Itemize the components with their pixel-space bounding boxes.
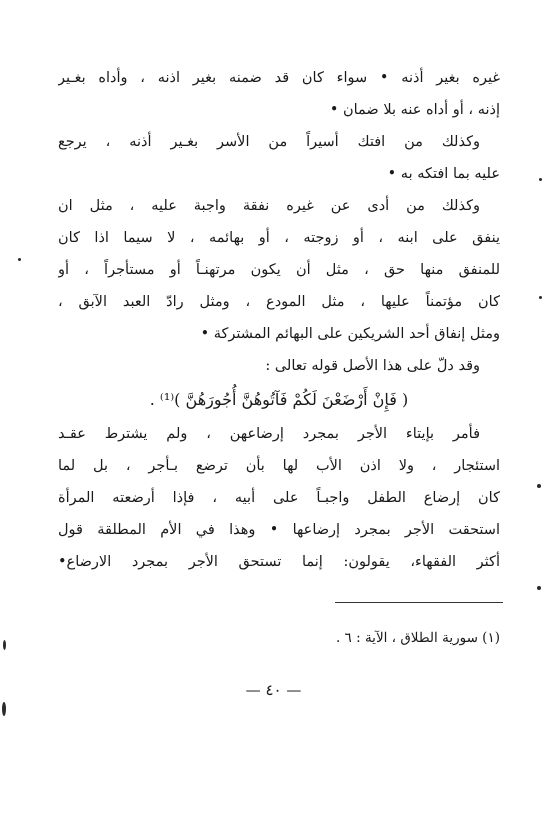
body-line-5: وكذلك من أدى عن غيره نفقة واجبة عليه ، مثل ان: [58, 198, 480, 214]
scan-speck: [3, 640, 6, 650]
body-line-6: ينفق على ابنه ، أو زوجته ، أو بهائمه ، لا سيما اذا كان: [58, 230, 500, 246]
body-line-12: استئجار ، ولا اذن الأب لها بأن ترضع بـأجر ، بل لما: [58, 458, 500, 474]
body-line-9: ومثل إنفاق أحد الشريكين على البهائم المشتركة •: [200, 326, 500, 342]
body-line-15: أكثر الفقهاء، يقولون: إنما تستحق الأجر بمجرد الارضاع•: [58, 554, 500, 570]
footnote: (١) سورية الطلاق ، الآية : ٦ .: [335, 630, 500, 646]
footnote-separator: [335, 602, 503, 603]
scan-speck: [18, 258, 21, 261]
body-line-10: وقد دلّ على هذا الأصل قوله تعالى :: [265, 358, 480, 374]
body-line-1: غيره بغير أذنه • سواء كان قد ضمنه بغير اذنه ، وأداه بغـير: [58, 70, 500, 86]
page-body: [58, 62, 500, 578]
scan-speck: [537, 484, 541, 488]
body-line-14: استحقت الأجر بمجرد إرضاعها • وهذا في الأم المطلقة قول: [58, 522, 500, 538]
quran-verse: ( فَإِنْ أَرْضَعْنَ لَكُمْ فَآتُوهُنَّ أُجُورَهُنَّ )⁽¹⁾ .: [149, 390, 409, 409]
body-line-4: عليه بما افتكه به •: [387, 166, 500, 182]
body-line-13: كان إرضاع الطفل واجبـاً على أبيه ، فإذا أرضعته المرأة: [58, 490, 500, 506]
page-number: — ٤٠ —: [245, 681, 302, 699]
scan-speck: [539, 178, 542, 181]
body-line-8: كان مؤتمناً عليها ، مثل المودع ، ومثل رادّ العبد الآبق ،: [58, 294, 500, 310]
body-line-7: للمنفق منها حق ، مثل أن يكون مرتهنـاً أو مستأجراً ، أو: [58, 262, 500, 278]
scan-speck: [539, 296, 542, 299]
scan-speck: [537, 586, 541, 590]
body-line-11: فأمر بإيتاء الأجر بمجرد إرضاعهن ، ولم يشترط عقـد: [58, 426, 480, 442]
body-line-2: إذنه ، أو أداه عنه بلا ضمان •: [329, 102, 500, 118]
body-line-3: وكذلك من افتك أسيراً من الأسر بغـير أذنه ، يرجع: [58, 134, 480, 150]
scan-speck: [2, 702, 6, 716]
